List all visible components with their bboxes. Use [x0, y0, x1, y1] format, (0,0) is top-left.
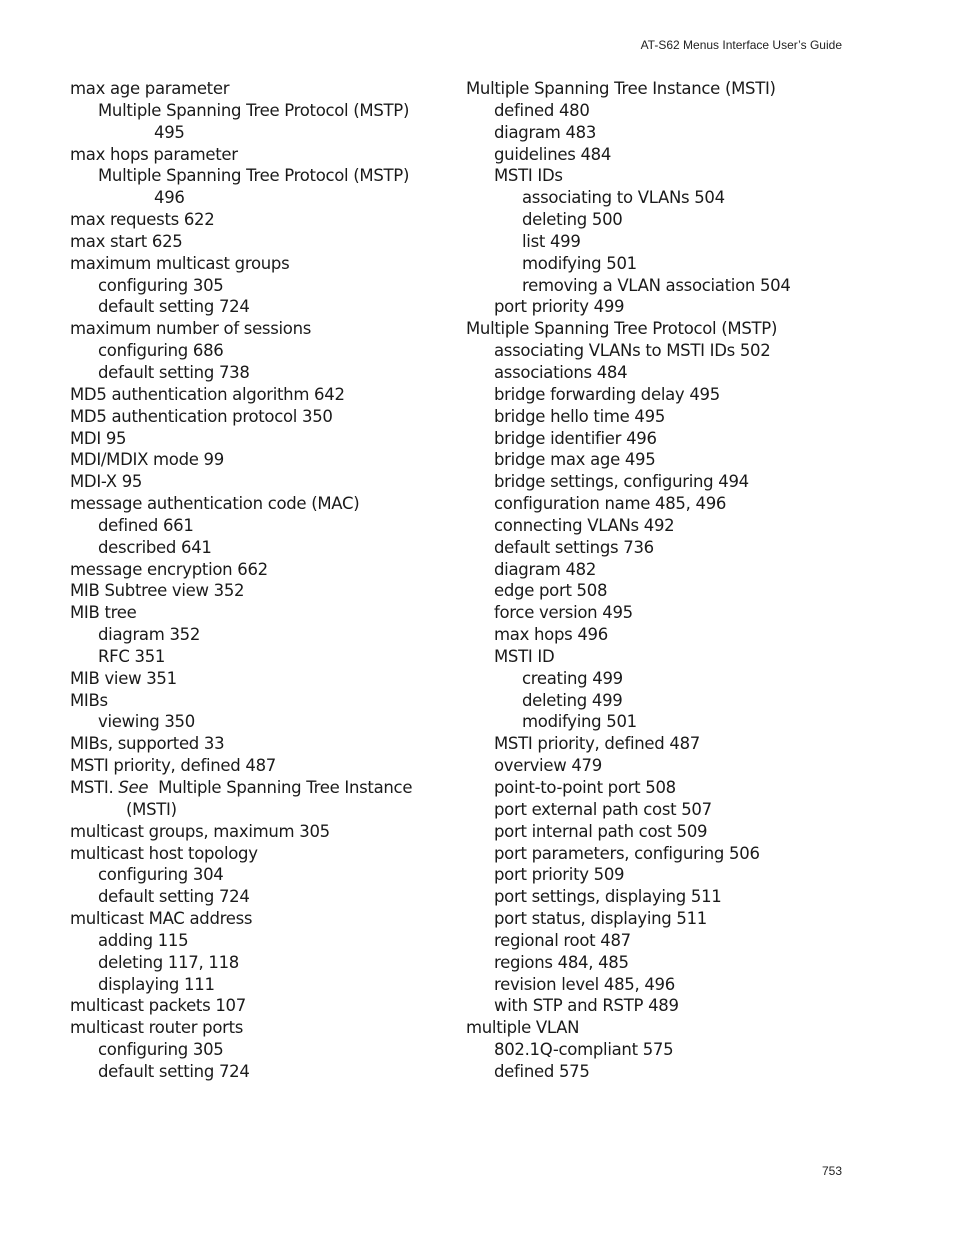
index-column-right — [466, 78, 886, 1083]
index-entry: default setting 738 — [98, 362, 250, 382]
index-entry: max requests 622 — [70, 210, 215, 230]
index-entry: MSTI ID — [494, 646, 555, 666]
index-entry: MIB view 351 — [70, 668, 177, 688]
index-entry: 495 — [154, 122, 185, 142]
index-entry: port priority 509 — [494, 865, 625, 885]
index-entry: port status, displaying 511 — [494, 909, 707, 929]
index-entry: port parameters, configuring 506 — [494, 843, 760, 863]
index-entry: default setting 724 — [98, 297, 250, 317]
index-entry: defined 480 — [494, 100, 590, 120]
index-entry: port internal path cost 509 — [494, 821, 708, 841]
index-entry: MD5 authentication algorithm 642 — [70, 384, 345, 404]
index-entry: diagram 482 — [494, 559, 597, 579]
index-entry: associating to VLANs 504 — [522, 188, 725, 208]
index-entry: removing a VLAN association 504 — [522, 275, 791, 295]
index-entry: MIB Subtree view 352 — [70, 581, 245, 601]
index-entry: adding 115 — [98, 930, 189, 950]
index-entry: bridge identifier 496 — [494, 428, 657, 448]
index-entry: MSTI priority, defined 487 — [70, 756, 276, 776]
index-entry: defined 661 — [98, 515, 194, 535]
index-entry: 802.1Q-compliant 575 — [494, 1040, 674, 1060]
index-entry: Multiple Spanning Tree Instance (MSTI) — [466, 79, 776, 98]
index-entry: configuring 686 — [98, 341, 224, 361]
index-entry: creating 499 — [522, 668, 623, 688]
index-entry: MSTI priority, defined 487 — [494, 734, 700, 754]
index-entry: MDI-X 95 — [70, 472, 143, 492]
index-entry: MSTI IDs — [494, 166, 563, 186]
index-entry: list 499 — [522, 231, 581, 251]
index-entry: edge port 508 — [494, 581, 608, 601]
index-entry: MDI/MDIX mode 99 — [70, 450, 224, 470]
page-number: 753 — [821, 1164, 842, 1178]
index-entry: multicast MAC address — [70, 909, 253, 929]
running-header: AT-S62 Menus Interface User’s Guide — [640, 38, 842, 52]
index-entry: diagram 483 — [494, 122, 597, 142]
index-entry: MIB tree — [70, 603, 137, 623]
index-entry: connecting VLANs 492 — [494, 515, 675, 535]
index-entry: regions 484, 485 — [494, 952, 629, 972]
index-entry: configuration name 485, 496 — [494, 494, 727, 514]
index-entry: Multiple Spanning Tree Protocol (MSTP) — [466, 319, 778, 339]
index-entry: with STP and RSTP 489 — [494, 996, 679, 1016]
index-entry: RFC 351 — [98, 646, 166, 666]
index-entry: revision level 485, 496 — [494, 974, 675, 994]
index-entry: multicast groups, maximum 305 — [70, 821, 330, 841]
index-entry: default setting 724 — [98, 1061, 250, 1081]
index-entry: max start 625 — [70, 231, 183, 251]
index-entry: default settings 736 — [494, 537, 654, 557]
index-entry: viewing 350 — [98, 712, 195, 732]
index-column-left — [70, 78, 440, 1083]
index-entry — [70, 777, 440, 799]
index-entry: associating VLANs to MSTI IDs 502 — [494, 341, 771, 361]
index-entry: deleting 117, 118 — [98, 952, 239, 972]
index-entry: message encryption 662 — [70, 559, 268, 579]
index-entry-term: MSTI. — [70, 778, 119, 797]
index-entry: Multiple Spanning Tree Protocol (MSTP) — [98, 100, 410, 120]
index-entry: max hops 496 — [494, 625, 608, 645]
index-entry: MIBs, supported 33 — [70, 734, 225, 754]
index-entry: overview 479 — [494, 756, 602, 776]
index-entry: point-to-point port 508 — [494, 778, 676, 797]
index-entry: modifying 501 — [522, 712, 637, 732]
index-entry: 496 — [154, 188, 185, 208]
index-entry: maximum number of sessions — [70, 319, 312, 339]
index-entry: MIBs — [70, 690, 108, 710]
index-entry: default setting 724 — [98, 887, 250, 907]
index-entry: MDI 95 — [70, 428, 127, 448]
see-reference: See — [118, 778, 149, 797]
index-entry: configuring 305 — [98, 1040, 224, 1060]
index-entry: diagram 352 — [98, 625, 201, 645]
index-entry: bridge forwarding delay 495 — [494, 384, 720, 404]
index-entry: configuring 305 — [98, 275, 224, 295]
see-target: Multiple Spanning Tree Instance — [158, 778, 413, 797]
index-entry: bridge hello time 495 — [494, 406, 666, 426]
index-entry: Multiple Spanning Tree Protocol (MSTP) — [98, 166, 410, 186]
index-entry: MD5 authentication protocol 350 — [70, 406, 333, 426]
index-entry: guidelines 484 — [494, 144, 612, 164]
index-entry: described 641 — [98, 537, 212, 557]
index-entry: displaying 111 — [98, 974, 215, 994]
index-entry: multicast packets 107 — [70, 996, 246, 1016]
index-entry: defined 575 — [494, 1061, 590, 1081]
index-entry: message authentication code (MAC) — [70, 494, 360, 514]
index-entry: bridge max age 495 — [494, 450, 656, 470]
index-entry: associations 484 — [494, 362, 628, 382]
index-entry: deleting 499 — [522, 690, 623, 710]
index-entry: multiple VLAN — [466, 1018, 580, 1038]
index-entry: bridge settings, configuring 494 — [494, 472, 749, 492]
index-entry: deleting 500 — [522, 210, 623, 230]
index-entry: configuring 304 — [98, 865, 224, 885]
index-entry: modifying 501 — [522, 253, 637, 273]
index-entry: max age parameter — [70, 79, 230, 98]
index-entry: regional root 487 — [494, 930, 631, 950]
index-entry: port priority 499 — [494, 297, 625, 317]
index-entry: port external path cost 507 — [494, 799, 712, 819]
index-entry: (MSTI) — [126, 799, 177, 819]
index-entry: force version 495 — [494, 603, 633, 623]
index-entry: max hops parameter — [70, 144, 238, 164]
index-entry: multicast router ports — [70, 1018, 244, 1038]
index-entry: maximum multicast groups — [70, 253, 290, 273]
index-entry: port settings, displaying 511 — [494, 887, 722, 907]
index-entry: multicast host topology — [70, 843, 258, 863]
